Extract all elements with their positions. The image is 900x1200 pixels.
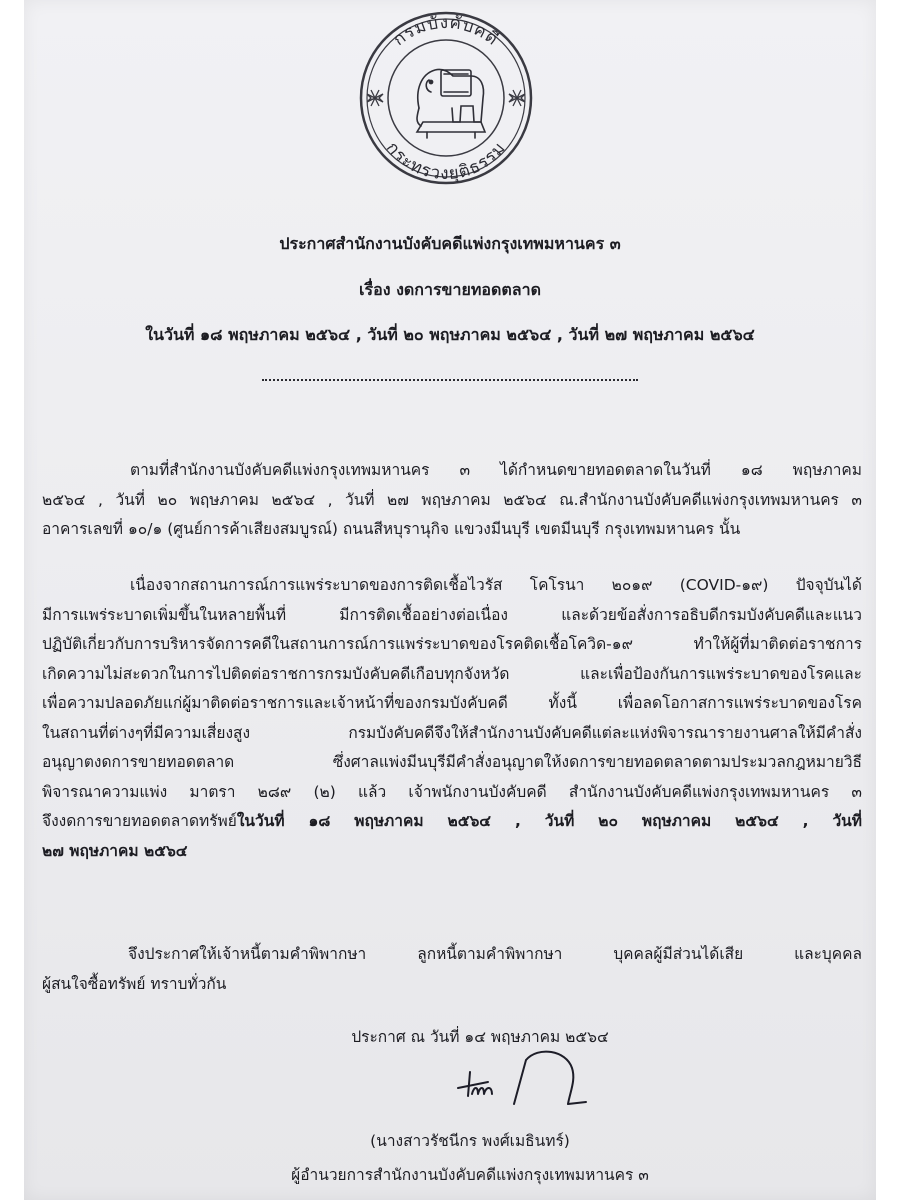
bold-dates: ๒๗ พฤษภาคม ๒๕๖๔ — [42, 841, 188, 860]
announcement-subject: เรื่อง งดการขายทอดตลาด — [359, 280, 541, 299]
handwritten-signature — [448, 1046, 598, 1116]
paragraph-text: จึงงดการขายทอดตลาดทรัพย์ — [42, 812, 237, 830]
paragraph-2 — [42, 571, 862, 866]
paragraph-line: ๒๕๖๔ , วันที่ ๒๐ พฤษภาคม ๒๕๖๔ , วันที่ ๒๗ พฤษภาคม ๒๕๖๔ ณ.สำนักงานบังคับคดีแพ่งกรุงเทพมหานคร ๓ — [42, 490, 862, 509]
announcement-title: ประกาศสำนักงานบังคับคดีแพ่งกรุงเทพมหานคร ๓ — [279, 234, 621, 253]
dotted-separator — [262, 371, 638, 381]
star-ornament-left — [367, 90, 383, 106]
paragraph-line: เพื่อความปลอดภัยแก่ผู้มาติดต่อราชการและเจ้าหน้าที่ของกรมบังคับคดี ทั้งนี้ เพื่อลดโอกาสการแพร่ระบาดของโรค — [42, 694, 862, 712]
paragraph-line: ในสถานที่ต่างๆที่มีความเสี่ยงสูง กรมบังคับคดีจึงให้สำนักงานบังคับคดีแต่ละแห่งพิจารณารายงานศาลให้มีคำสั่ง — [42, 723, 862, 742]
announcement-date: ประกาศ ณ วันที่ ๑๔ พฤษภาคม ๒๕๖๔ — [351, 1028, 609, 1046]
paragraph-line: จึงประกาศให้เจ้าหนี้ตามคำพิพากษา ลูกหนี้ตามคำพิพากษา บุคคลผู้มีส่วนได้เสีย และบุคคล — [128, 945, 862, 963]
department-seal — [331, 10, 561, 186]
paragraph-line: พิจารณาความแพ่ง มาตรา ๒๘๙ (๒) แล้ว เจ้าพนักงานบังคับคดี สำนักงานบังคับคดีแพ่งกรุงเทพมหานคร ๓ — [42, 782, 862, 801]
paragraph-1 — [42, 456, 862, 545]
seal-top-text: กรมบังคับคดี — [389, 12, 503, 51]
signer-title: ผู้อำนวยการสำนักงานบังคับคดีแพ่งกรุงเทพมหานคร ๓ — [291, 1166, 649, 1184]
elephant-icon — [417, 69, 485, 138]
star-ornament-right — [509, 90, 525, 106]
paragraph-line — [42, 807, 862, 837]
paragraph-line: เกิดความไม่สะดวกในการไปติดต่อราชการกรมบังคับคดีเกือบทุกจังหวัด และเพื่อป้องกันการแพร่ระบาดของโรคและ — [42, 664, 862, 683]
bold-dates: ในวันที่ ๑๘ พฤษภาคม ๒๕๖๔ , วันที่ ๒๐ พฤษภาคม ๒๕๖๔ , วันที่ — [236, 812, 862, 830]
paragraph-line: ตามที่สำนักงานบังคับคดีแพ่งกรุงเทพมหานคร ๓ ได้กำหนดขายทอดตลาดในวันที่ ๑๘ พฤษภาคม — [130, 461, 862, 479]
paragraph-line: อาคารเลขที่ ๑๐/๑ (ศูนย์การค้าเสียงสมบูรณ์) ถนนสีหบุรานุกิจ แขวงมีนบุรี เขตมีนบุรี กรุงเทพมหานคร นั้น — [42, 520, 741, 538]
signer-name: (นางสาวรัชนีกร พงศ์เมธินทร์) — [370, 1132, 570, 1150]
paragraph-line: อนุญาตงดการขายทอดตลาด ซึ่งศาลแพ่งมีนบุรีมีคำสั่งอนุญาตให้งดการขายทอดตลาดตามประมวลกฎหมายวิธี — [42, 753, 862, 771]
paragraph-line: มีการแพร่ระบาดเพิ่มขึ้นในหลายพื้นที่ มีการติดเชื้ออย่างต่อเนื่อง และด้วยข้อสั่งการอธิบดีกรมบังคับคดีและแนว — [42, 605, 862, 624]
paragraph-line: ผู้สนใจซื้อทรัพย์ ทราบทั่วกัน — [42, 974, 227, 993]
paragraph-line: ปฏิบัติเกี่ยวกับการบริหารจัดการคดีในสถานการณ์การแพร่ระบาดของโรคติดเชื้อโควิด-๑๙ ทำให้ผู้ที่มาติดต่อราชการ — [42, 635, 862, 653]
announcement-dates: ในวันที่ ๑๘ พฤษภาคม ๒๕๖๔ , วันที่ ๒๐ พฤษภาคม ๒๕๖๔ , วันที่ ๒๗ พฤษภาคม ๒๕๖๔ — [145, 325, 755, 344]
seal-bottom-text: กระทรวงยุติธรรม — [381, 138, 511, 185]
paragraph-3 — [42, 940, 862, 999]
paragraph-line: เนื่องจากสถานการณ์การแพร่ระบาดของการติดเชื้อไวรัส โคโรนา ๒๐๑๙ (COVID-๑๙) ปัจจุบันได้ — [130, 576, 862, 594]
